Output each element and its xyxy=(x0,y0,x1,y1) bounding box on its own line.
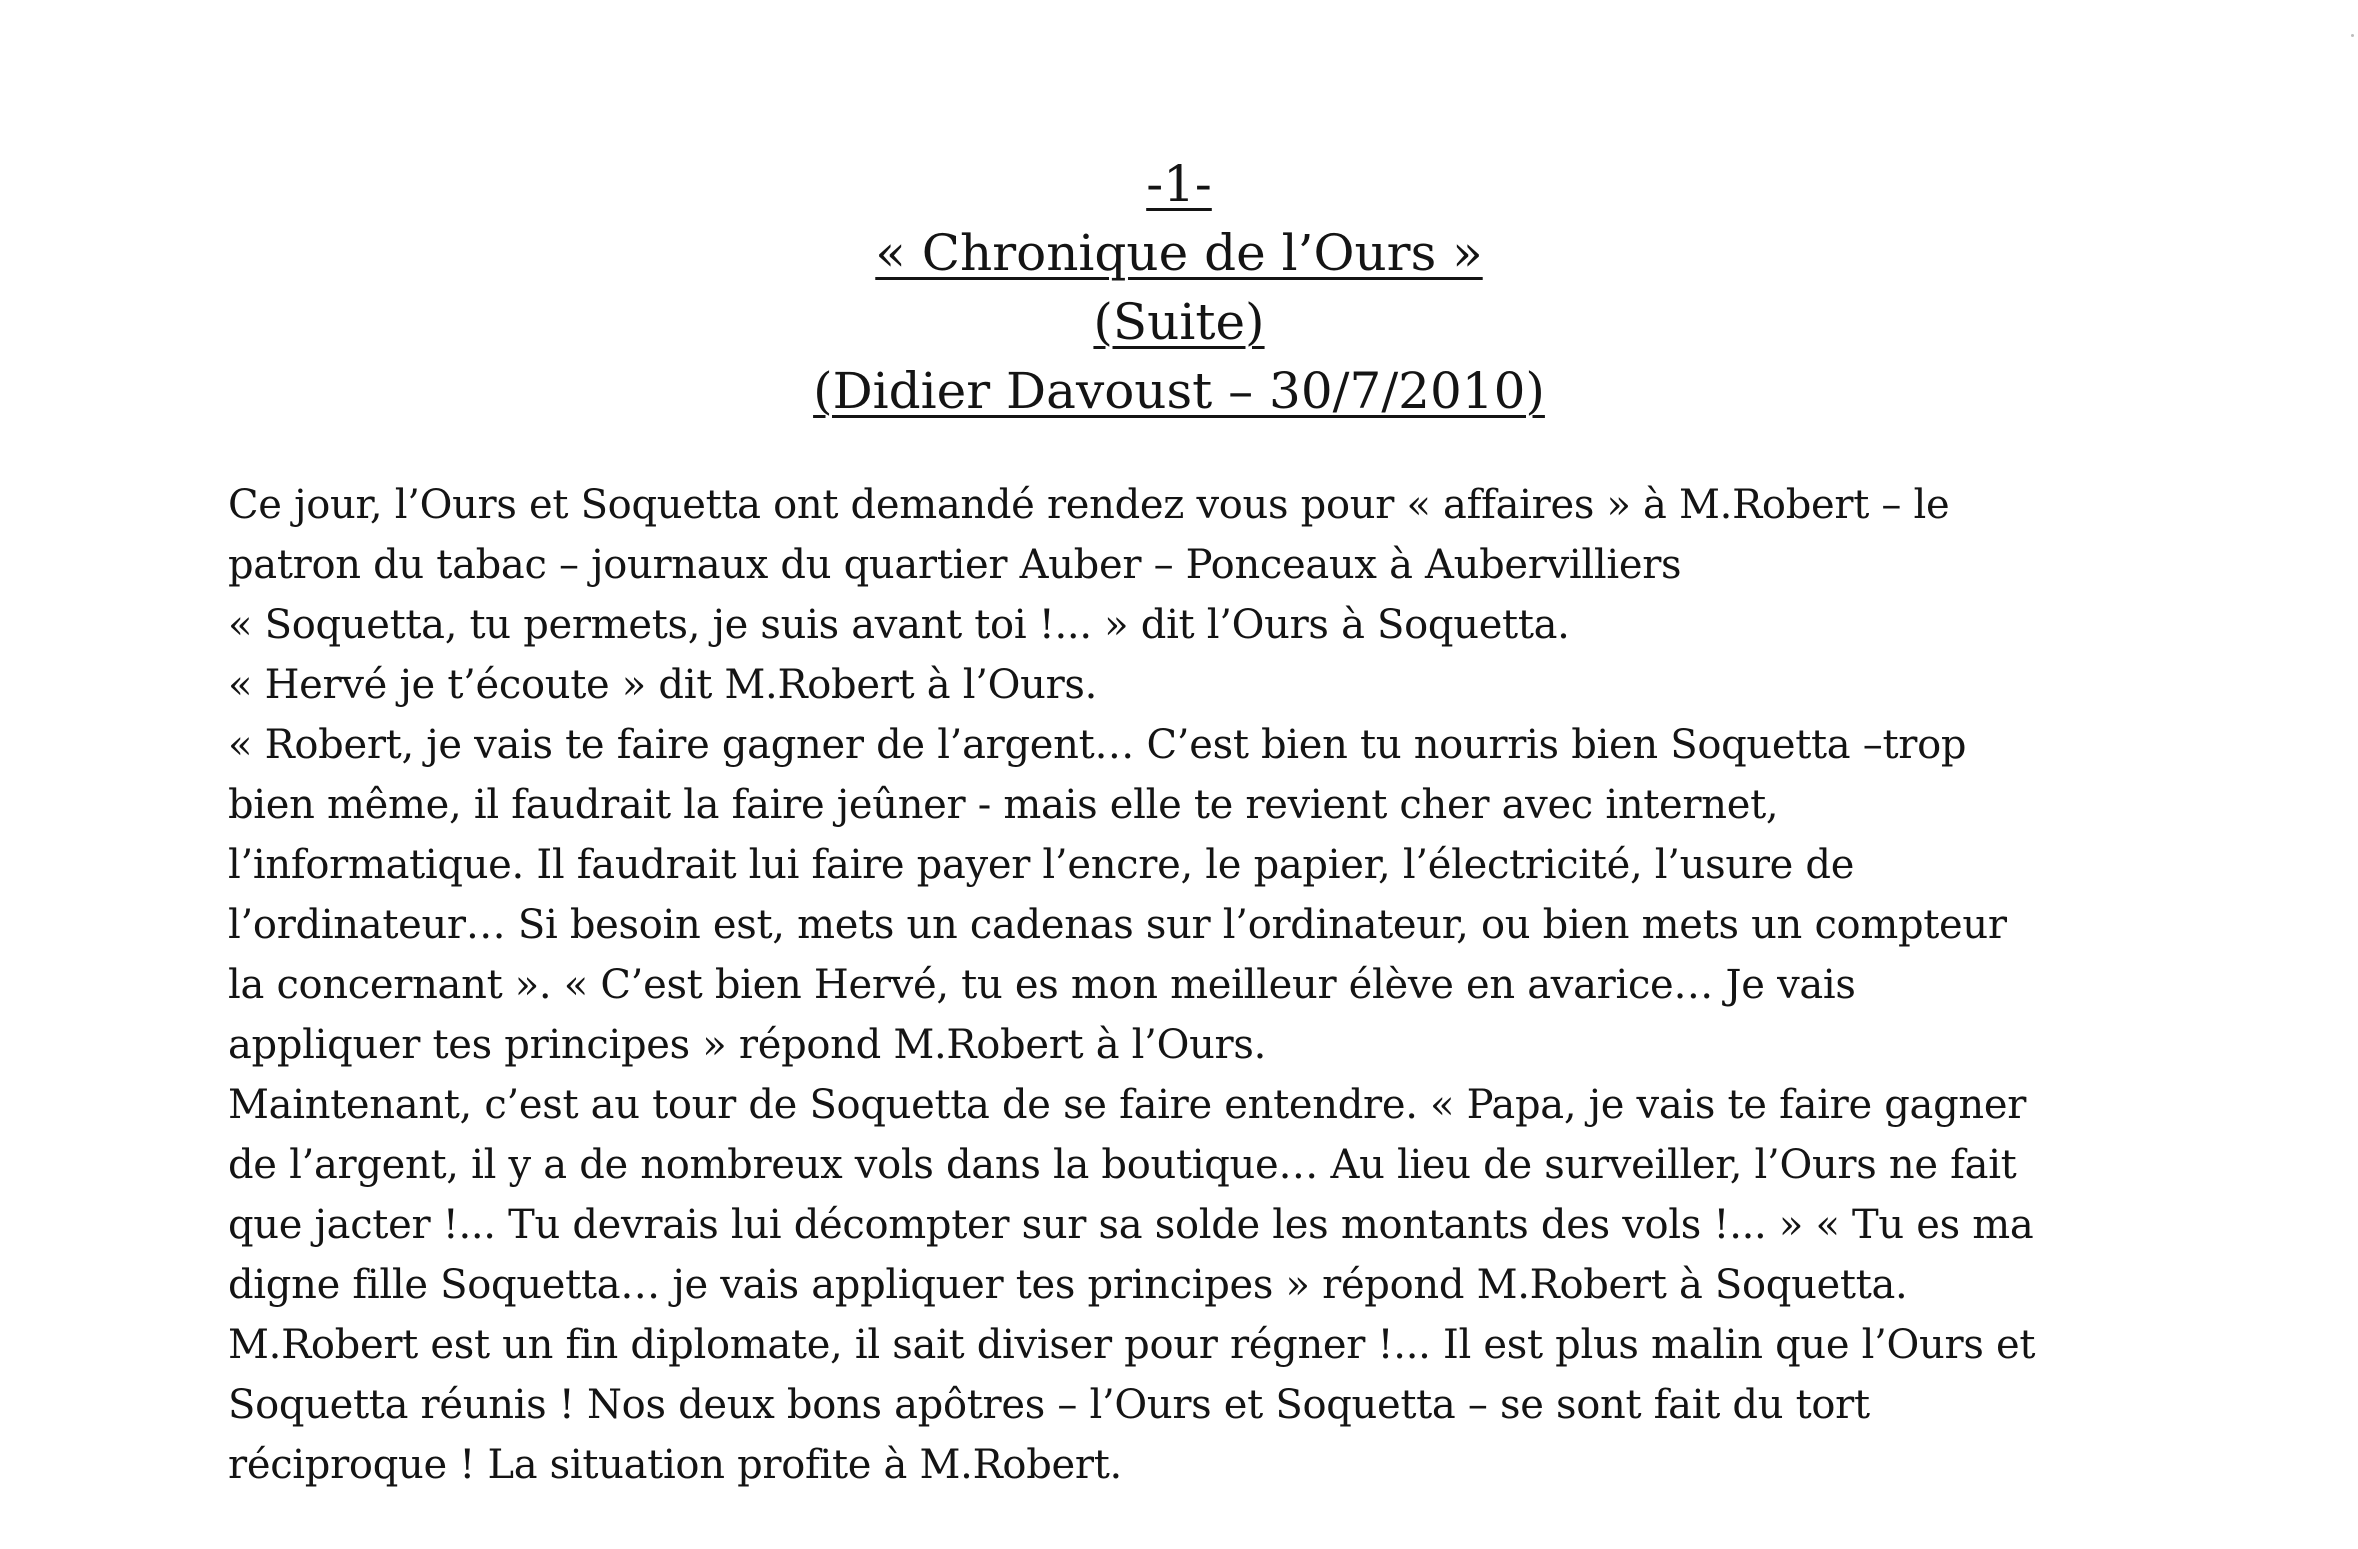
text-line: réciproque ! La situation profite à M.Robert. xyxy=(228,1442,1122,1488)
text-line: bien même, il faudrait la faire jeûner - mais elle te revient cher avec internet, xyxy=(228,782,1779,828)
text-line: patron du tabac – journaux du quartier Auber – Ponceaux à Aubervilliers xyxy=(228,542,1682,588)
text-line: M.Robert est un fin diplomate, il sait diviser pour régner !... Il est plus malin que l’Ours et xyxy=(228,1322,2036,1368)
text-line: digne fille Soquetta… je vais appliquer tes principes » répond M.Robert à Soquetta. xyxy=(228,1262,1908,1308)
author-date: (Didier Davoust – 30/7/2010) xyxy=(813,362,1545,420)
text-line: « Hervé je t’écoute » dit M.Robert à l’Ours. xyxy=(228,662,1098,708)
text-line: Maintenant, c’est au tour de Soquetta de se faire entendre. « Papa, je vais te faire gagner xyxy=(228,1082,2027,1128)
scan-speck xyxy=(2351,34,2354,37)
text-line: l’informatique. Il faudrait lui faire payer l’encre, le papier, l’électricité, l’usure de xyxy=(228,842,1855,888)
document-header xyxy=(0,150,2358,426)
page-number: -1- xyxy=(1146,155,1212,213)
text-line: Soquetta réunis ! Nos deux bons apôtres – l’Ours et Soquetta – se sont fait du tort xyxy=(228,1382,1870,1428)
text-line: « Robert, je vais te faire gagner de l’argent… C’est bien tu nourris bien Soquetta –trop xyxy=(228,722,1967,768)
text-line: « Soquetta, tu permets, je suis avant toi !... » dit l’Ours à Soquetta. xyxy=(228,602,1570,648)
text-line: Ce jour, l’Ours et Soquetta ont demandé rendez vous pour « affaires » à M.Robert – le xyxy=(228,482,1950,528)
document-title: « Chronique de l’Ours » xyxy=(875,224,1483,282)
body-text xyxy=(228,475,2188,1495)
text-line: appliquer tes principes » répond M.Robert à l’Ours. xyxy=(228,1022,1267,1068)
text-line: l’ordinateur… Si besoin est, mets un cadenas sur l’ordinateur, ou bien mets un compteur xyxy=(228,902,2007,948)
text-line: la concernant ». « C’est bien Hervé, tu es mon meilleur élève en avarice… Je vais xyxy=(228,962,1856,1008)
text-line: de l’argent, il y a de nombreux vols dans la boutique… Au lieu de surveiller, l’Ours ne fait xyxy=(228,1142,2017,1188)
text-line: que jacter !... Tu devrais lui décompter sur sa solde les montants des vols !... » « Tu es ma xyxy=(228,1202,2034,1248)
document-subtitle: (Suite) xyxy=(1093,293,1265,351)
